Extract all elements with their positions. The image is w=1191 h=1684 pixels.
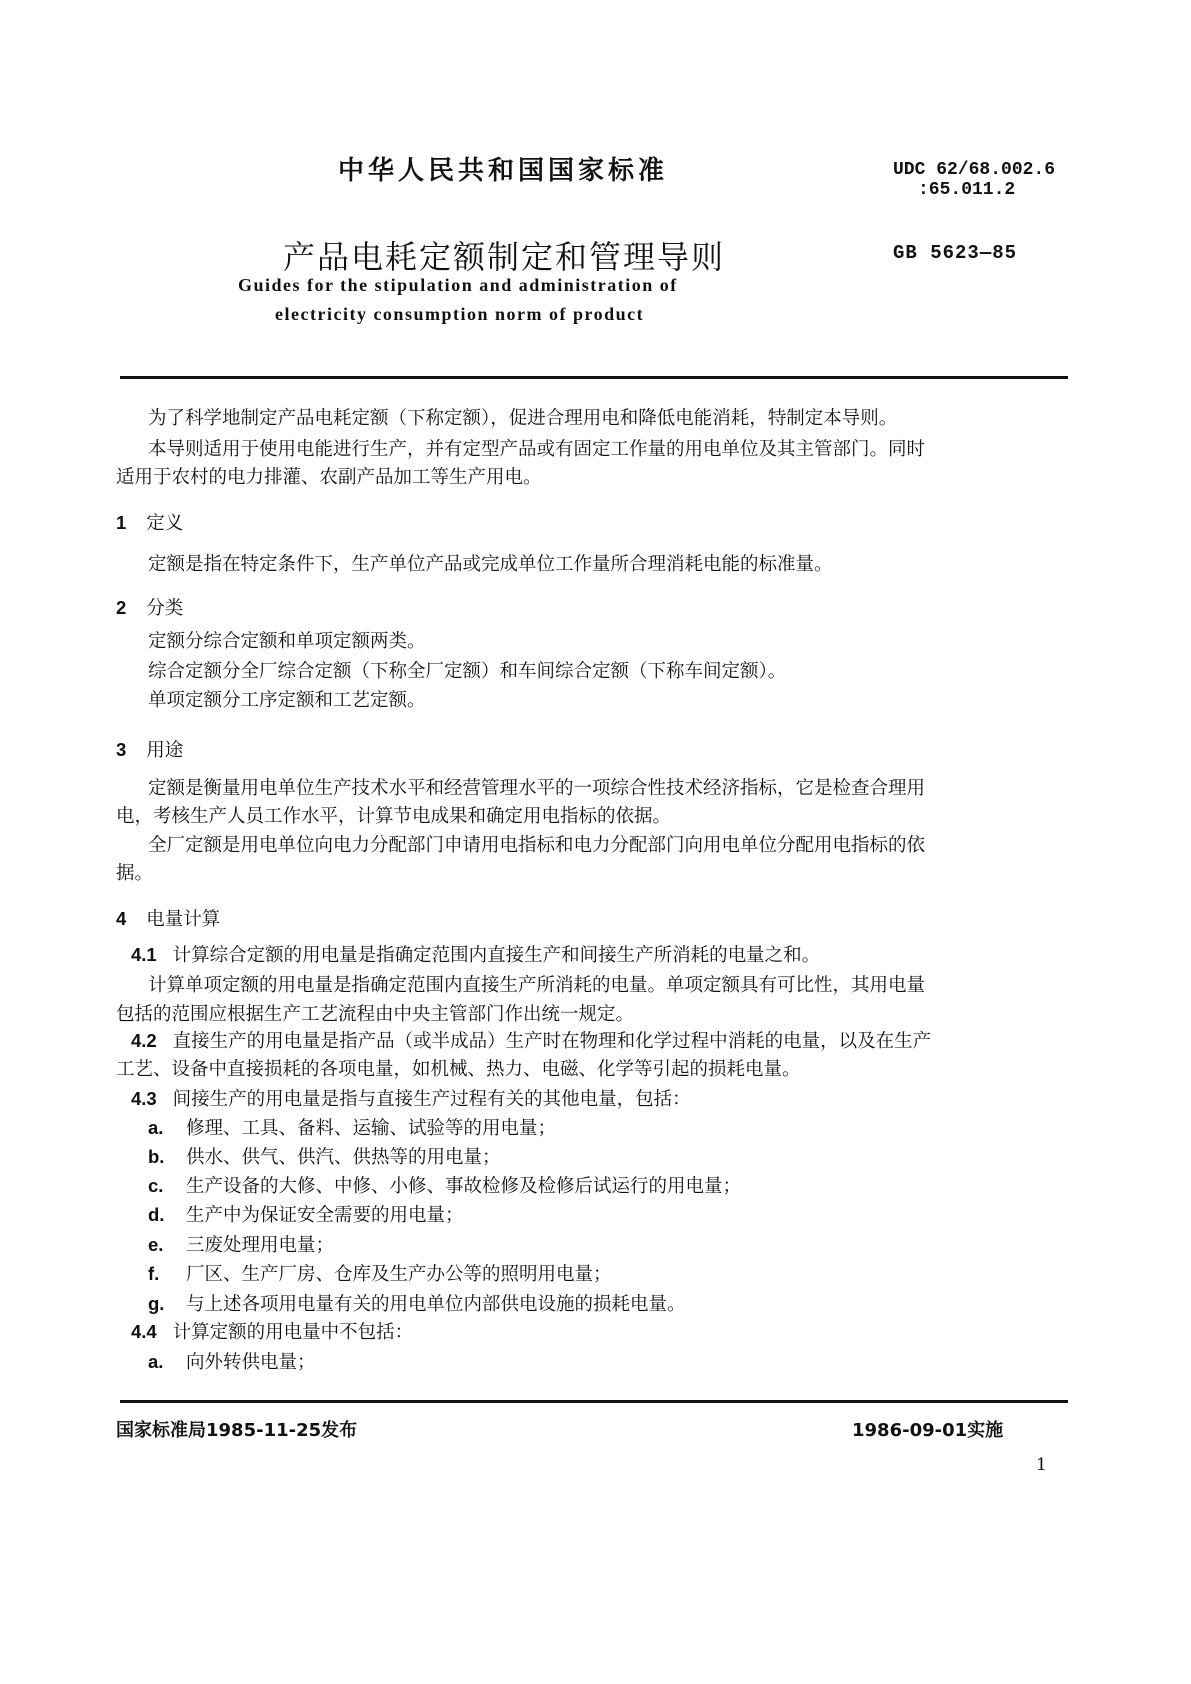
item-text: 供水、供气、供汽、供热等的用电量； [186,1147,501,1168]
clause-text: 直接生产的用电量是指产品（或半成品）生产时在物理和化学过程中消耗的电量，以及在生产 [172,1031,932,1052]
item-letter: e. [148,1234,164,1255]
clause-4-2-line1 [131,1027,931,1053]
section-number: 1 [116,512,127,533]
list-item [148,1290,686,1316]
section-1-paragraph: 定额是指在特定条件下，生产单位产品或完成单位工作量所合理消耗电能的标准量。 [148,554,833,575]
udc-code-line2: :65.011.2 [918,180,1016,200]
list-item [148,1114,556,1140]
item-text: 与上述各项用电量有关的用电单位内部供电设施的损耗电量。 [186,1294,686,1315]
list-item [148,1348,316,1374]
clause-4-2-line2: 工艺、设备中直接损耗的各项电量，如机械、热力、电磁、化学等引起的损耗电量。 [116,1059,801,1080]
standard-number: GB 5623—85 [893,242,1018,264]
section-3-paragraph-2-line2: 据。 [116,863,154,884]
item-text: 厂区、生产厂房、仓库及生产办公等的照明用电量； [186,1264,612,1285]
publisher-heading: 中华人民共和国国家标准 [338,156,669,186]
item-letter: a. [148,1117,164,1138]
effective-date: 1986-09-01实施 [852,1420,1004,1441]
intro-paragraph-2-line2: 适用于农村的电力排灌、农副产品加工等生产用电。 [116,467,542,488]
clause-4-4 [131,1318,413,1344]
clause-number: 4.1 [131,944,157,965]
section-3-paragraph-1-line1: 定额是衡量用电单位生产技术水平和经营管理水平的一项综合性技术经济指标，它是检查合理用 [148,778,926,799]
intro-paragraph-2-line1: 本导则适用于使用电能进行生产，并有定型产品或有固定工作量的用电单位及其主管部门。同时 [148,439,926,460]
clause-number: 4.4 [131,1321,157,1342]
clause-number: 4.3 [131,1088,157,1109]
section-title: 电量计算 [146,909,221,930]
list-item [148,1260,612,1286]
section-3-heading [116,736,183,762]
section-number: 4 [116,908,127,929]
clause-text: 间接生产的用电量是指与直接生产过程有关的其他电量，包括： [172,1089,691,1110]
section-2-paragraph-1: 定额分综合定额和单项定额两类。 [148,631,426,652]
item-letter: b. [148,1146,165,1167]
section-2-paragraph-2: 综合定额分全厂综合定额（下称全厂定额）和车间综合定额（下称车间定额）。 [148,661,787,682]
footer-rule [120,1400,1068,1403]
clause-4-1-paragraph-2-line2: 包括的范围应根据生产工艺流程由中央主管部门作出统一规定。 [116,1004,635,1025]
clause-4-3 [131,1085,691,1111]
section-number: 3 [116,739,127,760]
clause-number: 4.2 [131,1030,157,1051]
list-item [148,1231,334,1257]
item-text: 修理、工具、备料、运输、试验等的用电量； [186,1118,557,1139]
intro-paragraph-1: 为了科学地制定产品电耗定额（下称定额），促进合理用电和降低电能消耗，特制定本导则。 [148,408,898,429]
udc-code-line1: UDC 62/68.002.6 [893,160,1056,180]
section-3-paragraph-1-line2: 电，考核生产人员工作水平，计算节电成果和确定用电指标的依据。 [116,806,672,827]
item-letter: d. [148,1204,165,1225]
section-number: 2 [116,597,127,618]
clause-text: 计算综合定额的用电量是指确定范围内直接生产和间接生产所消耗的电量之和。 [172,945,821,966]
header-rule [120,376,1068,379]
clause-text: 计算定额的用电量中不包括： [172,1322,414,1343]
english-title-line2: electricity consumption norm of product [275,304,645,324]
section-title: 用途 [146,740,184,761]
item-letter: f. [148,1263,160,1284]
section-4-heading [116,905,220,931]
section-2-heading [116,594,183,620]
item-text: 生产设备的大修、中修、小修、事故检修及检修后试运行的用电量； [186,1176,742,1197]
item-letter: c. [148,1175,164,1196]
list-item [148,1201,464,1227]
page-number: 1 [1036,1455,1047,1475]
item-letter: a. [148,1351,164,1372]
section-title: 分类 [146,598,184,619]
item-text: 三废处理用电量； [186,1235,335,1256]
list-item [148,1172,741,1198]
section-title: 定义 [146,513,184,534]
issue-date: 国家标准局1985-11-25发布 [116,1420,358,1441]
clause-4-1-paragraph-2-line1: 计算单项定额的用电量是指确定范围内直接生产所消耗的电量。单项定额具有可比性，其用电量 [148,975,926,996]
document-title: 产品电耗定额制定和管理导则 [283,238,726,276]
section-3-paragraph-2-line1: 全厂定额是用电单位向电力分配部门申请用电指标和电力分配部门向用电单位分配用电指标的依 [148,835,926,856]
english-title-line1: Guides for the stipulation and administration of [238,275,678,295]
section-1-heading [116,509,183,535]
list-item [148,1143,501,1169]
clause-4-1 [131,941,820,967]
section-2-paragraph-3: 单项定额分工序定额和工艺定额。 [148,690,426,711]
item-text: 向外转供电量； [186,1352,316,1373]
item-letter: g. [148,1293,165,1314]
item-text: 生产中为保证安全需要的用电量； [186,1205,464,1226]
